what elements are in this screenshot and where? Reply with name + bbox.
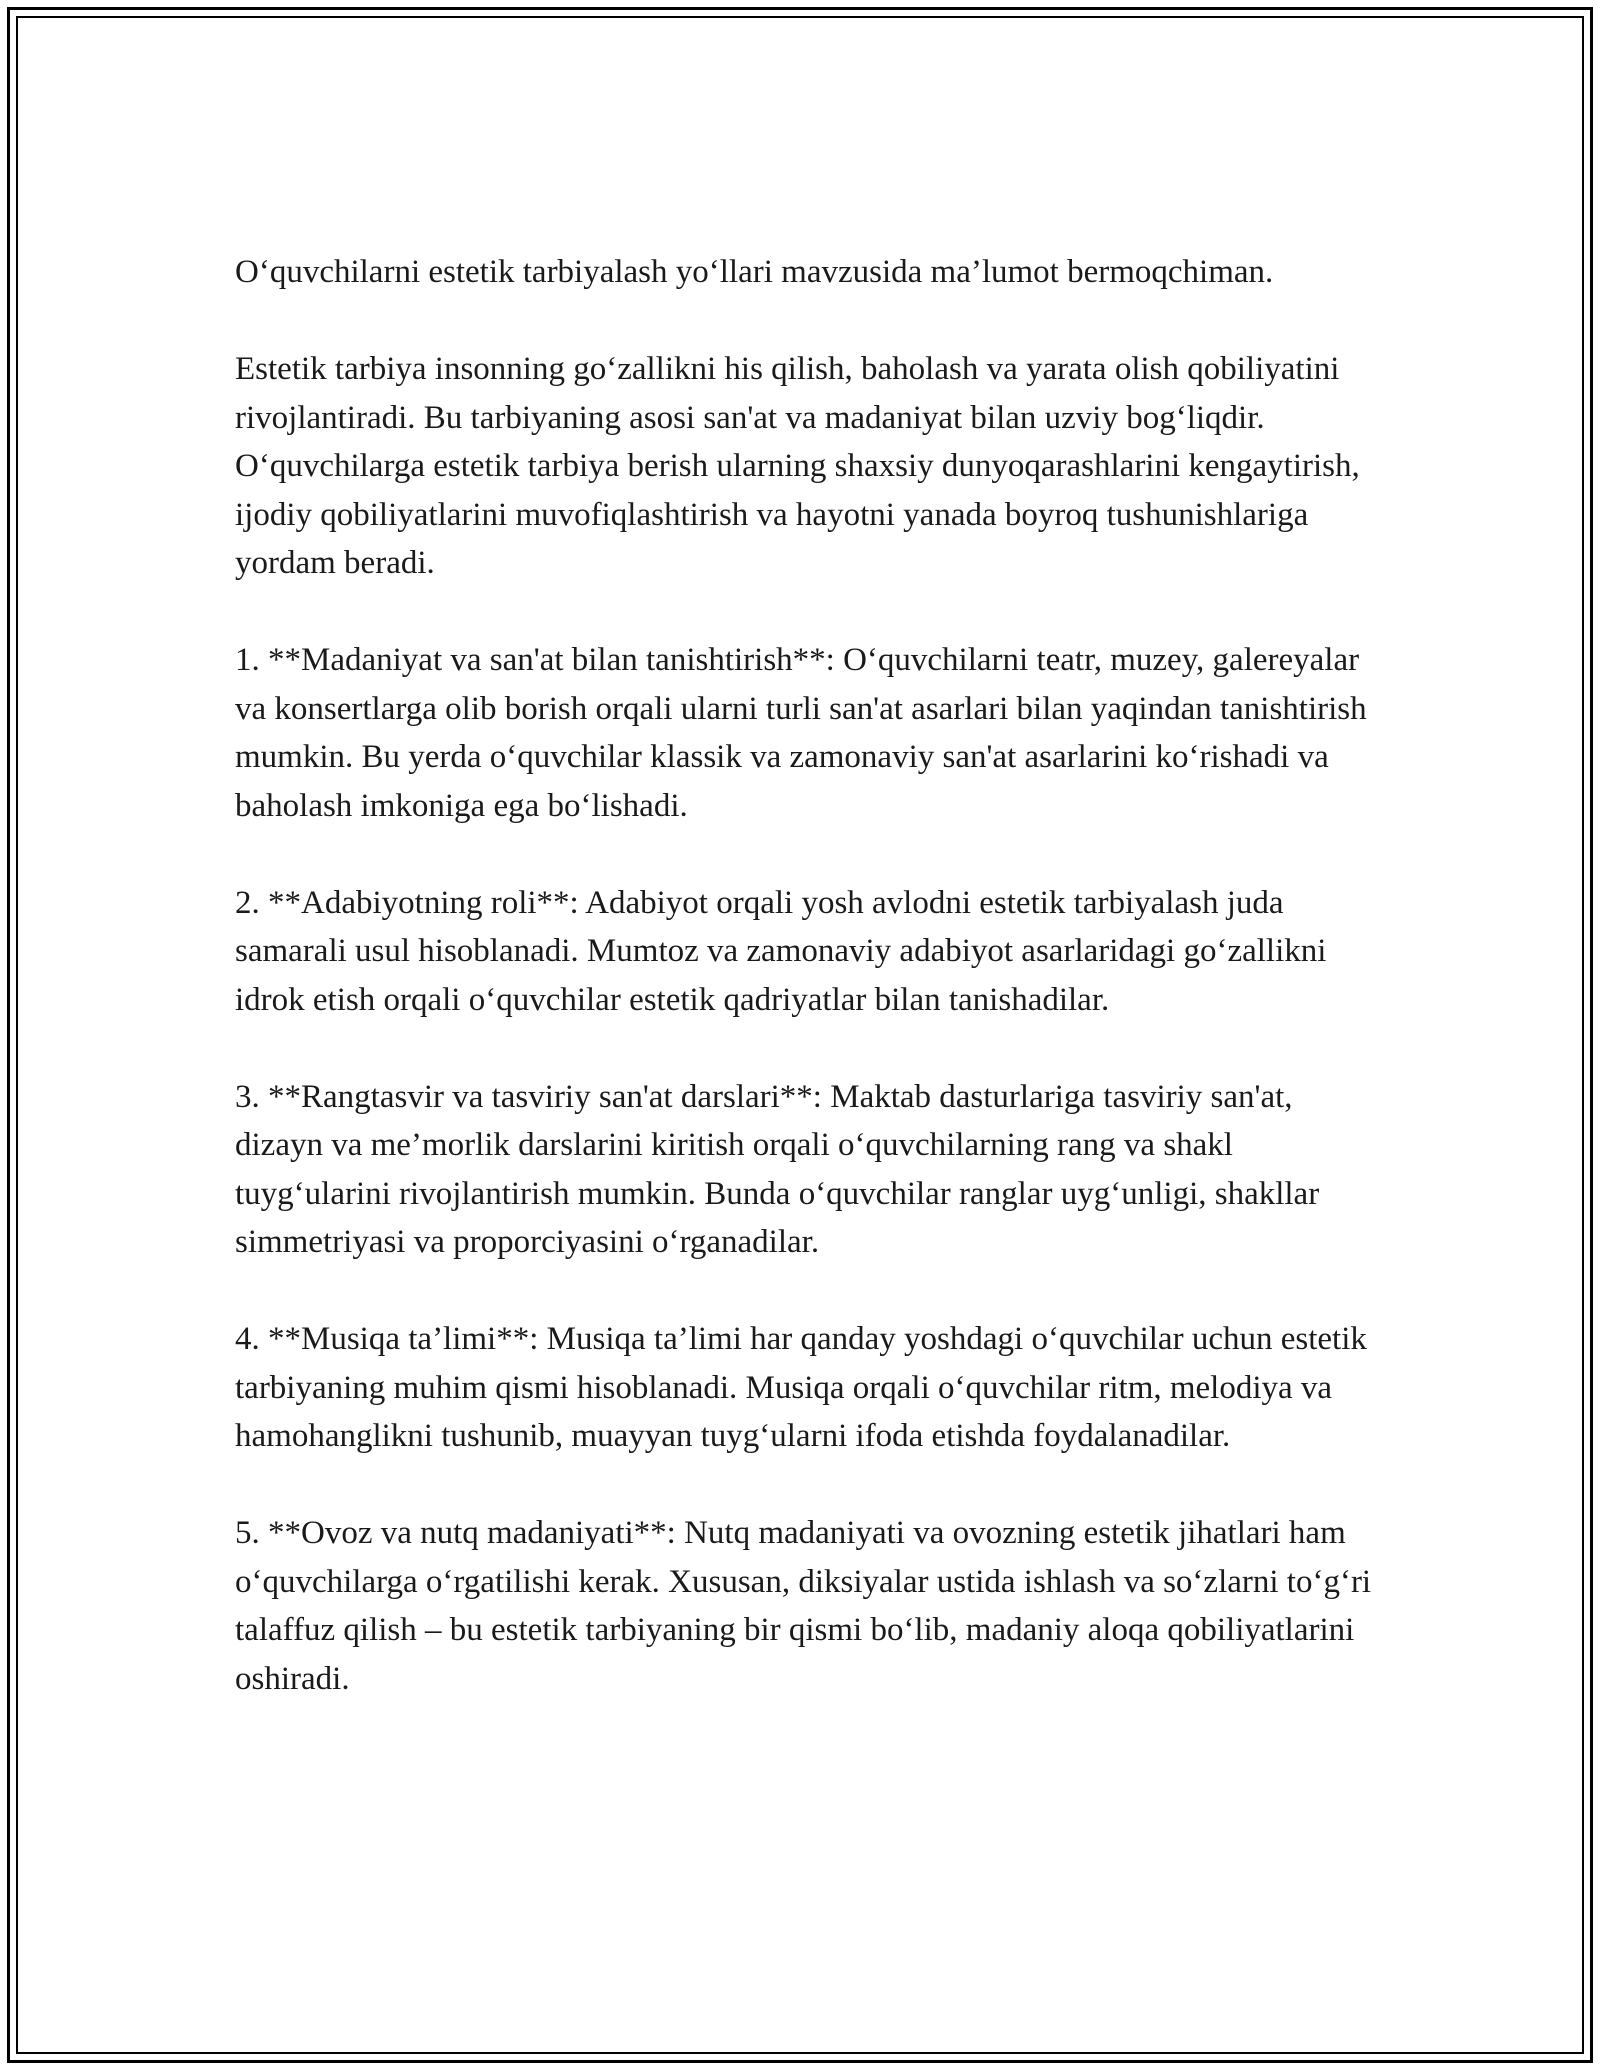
list-item-2-paragraph: 2. **Adabiyotning roli**: Adabiyot orqali yosh avlodni estetik tarbiyalash juda samarali usul hisoblanadi. Mumtoz va zamonaviy adabiyot asarlaridagi go‘zallikni idrok etish orqali o‘quvchilar estetik qadriyatlar bilan tanishadilar.: [235, 884, 1327, 1018]
document-body: [235, 248, 1375, 1703]
list-item-5-paragraph: 5. **Ovoz va nutq madaniyati**: Nutq madaniyati va ovozning estetik jihatlari ham o‘quvchilarga o‘rgatilishi kerak. Xususan, diksiyalar ustida ishlash va so‘zlarni to‘g‘ri talaffuz qilish – bu estetik tarbiyaning bir qismi bo‘lib, madaniy aloqa qobiliyatlarini oshiradi.: [235, 1515, 1372, 1697]
estetik-tarbiya-paragraph: Estetik tarbiya insonning go‘zallikni his qilish, baholash va yarata olish qobiliyatini rivojlantiradi. Bu tarbiyaning asosi san'at va madaniyat bilan uzviy bog‘liqdir. O‘quvchilarga estetik tarbiya berish ularning shaxsiy dunyoqarashlarini kengaytirish, ijodiy qobiliyatlarini muvofiqlashtirish va hayotni yanada boyroq tushunishlariga yordam beradi.: [235, 351, 1360, 581]
list-item-3-paragraph: 3. **Rangtasvir va tasviriy san'at darslari**: Maktab dasturlariga tasviriy san'at, dizayn va me’morlik darslarini kiritish orqali o‘quvchilarning rang va shakl tuyg‘ularini rivojlantirish mumkin. Bunda o‘quvchilar ranglar uyg‘unligi, shakllar simmetriyasi va proporciyasini o‘rganadilar.: [235, 1078, 1320, 1260]
list-item-1-paragraph: 1. **Madaniyat va san'at bilan tanishtirish**: O‘quvchilarni teatr, muzey, galereyalar va konsertlarga olib borish orqali ularni turli san'at asarlari bilan yaqindan tanishtirish mumkin. Bu yerda o‘quvchilar klassik va zamonaviy san'at asarlarini ko‘rishadi va baholash imkoniga ega bo‘lishadi.: [235, 642, 1367, 824]
list-item-4-paragraph: 4. **Musiqa ta’limi**: Musiqa ta’limi har qanday yoshdagi o‘quvchilar uchun estetik tarbiyaning muhim qismi hisoblanadi. Musiqa orqali o‘quvchilar ritm, melodiya va hamohanglikni tushunib, muayyan tuyg‘ularni ifoda etishda foydalanadilar.: [235, 1321, 1367, 1454]
intro-paragraph: O‘quvchilarni estetik tarbiyalash yo‘llari mavzusida ma’lumot bermoqchiman.: [235, 254, 1274, 290]
